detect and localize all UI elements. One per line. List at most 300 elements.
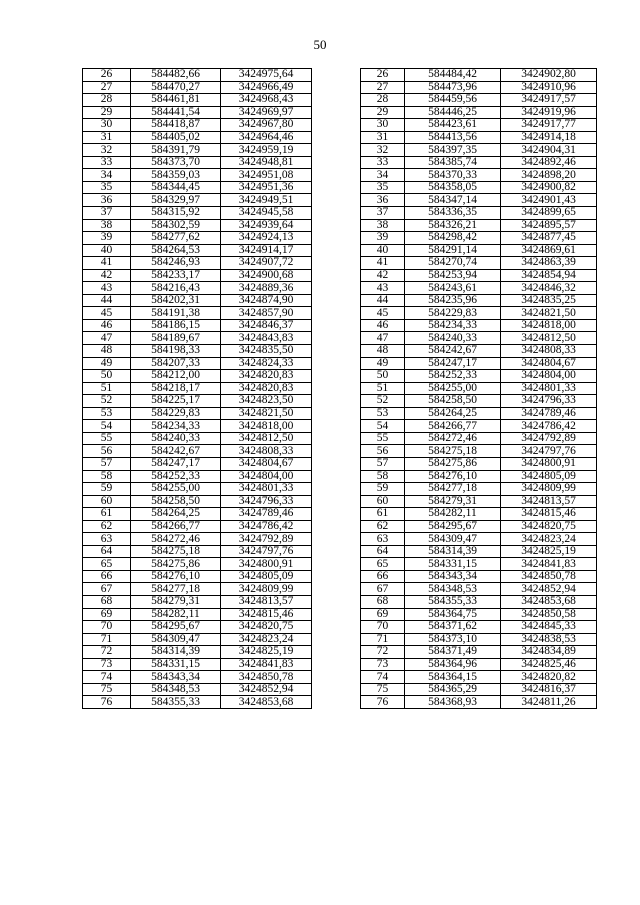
left-x-coordinate-cell: 584189,67 bbox=[131, 332, 221, 345]
left-y-coordinate-cell: 3424809,99 bbox=[221, 583, 312, 596]
left-point-number-cell: 64 bbox=[83, 545, 131, 558]
left-x-coordinate-cell: 584198,33 bbox=[131, 345, 221, 358]
left-point-number-cell: 53 bbox=[83, 407, 131, 420]
right-x-coordinate-cell: 584446,25 bbox=[405, 106, 501, 119]
table-row bbox=[83, 520, 597, 533]
left-y-coordinate-cell: 3424824,33 bbox=[221, 357, 312, 370]
right-point-number-cell: 68 bbox=[361, 595, 405, 608]
right-point-number-cell: 55 bbox=[361, 432, 405, 445]
table-row bbox=[83, 219, 597, 232]
right-y-coordinate-cell: 3424796,33 bbox=[501, 395, 597, 408]
left-x-coordinate-cell: 584240,33 bbox=[131, 432, 221, 445]
table-row bbox=[83, 583, 597, 596]
right-y-coordinate-cell: 3424818,00 bbox=[501, 319, 597, 332]
left-y-coordinate-cell: 3424792,89 bbox=[221, 533, 312, 546]
right-x-coordinate-cell: 584240,33 bbox=[405, 332, 501, 345]
right-y-coordinate-cell: 3424816,37 bbox=[501, 683, 597, 696]
right-point-number-cell: 28 bbox=[361, 94, 405, 107]
column-gap bbox=[312, 181, 361, 194]
right-point-number-cell: 57 bbox=[361, 457, 405, 470]
right-x-coordinate-cell: 584276,10 bbox=[405, 470, 501, 483]
right-x-coordinate-cell: 584282,11 bbox=[405, 508, 501, 521]
table-row bbox=[83, 495, 597, 508]
left-y-coordinate-cell: 3424964,46 bbox=[221, 131, 312, 144]
left-y-coordinate-cell: 3424841,83 bbox=[221, 658, 312, 671]
right-y-coordinate-cell: 3424834,89 bbox=[501, 646, 597, 659]
table-row bbox=[83, 207, 597, 220]
right-point-number-cell: 46 bbox=[361, 319, 405, 332]
right-y-coordinate-cell: 3424845,33 bbox=[501, 621, 597, 634]
left-point-number-cell: 75 bbox=[83, 683, 131, 696]
left-x-coordinate-cell: 584246,93 bbox=[131, 257, 221, 270]
column-gap bbox=[312, 633, 361, 646]
left-x-coordinate-cell: 584279,31 bbox=[131, 595, 221, 608]
left-point-number-cell: 55 bbox=[83, 432, 131, 445]
left-point-number-cell: 41 bbox=[83, 257, 131, 270]
right-y-coordinate-cell: 3424825,19 bbox=[501, 545, 597, 558]
right-x-coordinate-cell: 584235,96 bbox=[405, 294, 501, 307]
table-row bbox=[83, 269, 597, 282]
left-point-number-cell: 70 bbox=[83, 621, 131, 634]
left-x-coordinate-cell: 584295,67 bbox=[131, 621, 221, 634]
table-row bbox=[83, 181, 597, 194]
column-gap bbox=[312, 658, 361, 671]
right-x-coordinate-cell: 584275,86 bbox=[405, 457, 501, 470]
left-point-number-cell: 32 bbox=[83, 144, 131, 157]
table-row bbox=[83, 282, 597, 295]
left-point-number-cell: 47 bbox=[83, 332, 131, 345]
right-x-coordinate-cell: 584314,39 bbox=[405, 545, 501, 558]
column-gap bbox=[312, 445, 361, 458]
left-point-number-cell: 71 bbox=[83, 633, 131, 646]
column-gap bbox=[312, 169, 361, 182]
right-x-coordinate-cell: 584347,14 bbox=[405, 194, 501, 207]
table-row bbox=[83, 69, 597, 82]
left-point-number-cell: 44 bbox=[83, 294, 131, 307]
left-point-number-cell: 52 bbox=[83, 395, 131, 408]
left-point-number-cell: 38 bbox=[83, 219, 131, 232]
column-gap bbox=[312, 156, 361, 169]
column-gap bbox=[312, 495, 361, 508]
left-x-coordinate-cell: 584302,59 bbox=[131, 219, 221, 232]
right-y-coordinate-cell: 3424811,26 bbox=[501, 696, 597, 709]
column-gap bbox=[312, 370, 361, 383]
left-point-number-cell: 26 bbox=[83, 69, 131, 82]
column-gap bbox=[312, 144, 361, 157]
right-point-number-cell: 67 bbox=[361, 583, 405, 596]
right-y-coordinate-cell: 3424892,46 bbox=[501, 156, 597, 169]
left-x-coordinate-cell: 584207,33 bbox=[131, 357, 221, 370]
right-x-coordinate-cell: 584255,00 bbox=[405, 382, 501, 395]
table-row bbox=[83, 319, 597, 332]
right-x-coordinate-cell: 584264,25 bbox=[405, 407, 501, 420]
left-point-number-cell: 51 bbox=[83, 382, 131, 395]
right-point-number-cell: 72 bbox=[361, 646, 405, 659]
left-point-number-cell: 69 bbox=[83, 608, 131, 621]
right-y-coordinate-cell: 3424854,94 bbox=[501, 269, 597, 282]
table-row bbox=[83, 357, 597, 370]
left-y-coordinate-cell: 3424797,76 bbox=[221, 545, 312, 558]
left-point-number-cell: 31 bbox=[83, 131, 131, 144]
left-x-coordinate-cell: 584212,00 bbox=[131, 370, 221, 383]
table-row bbox=[83, 244, 597, 257]
column-gap bbox=[312, 382, 361, 395]
left-point-number-cell: 30 bbox=[83, 119, 131, 132]
left-y-coordinate-cell: 3424907,72 bbox=[221, 257, 312, 270]
left-y-coordinate-cell: 3424853,68 bbox=[221, 696, 312, 709]
left-point-number-cell: 45 bbox=[83, 307, 131, 320]
right-point-number-cell: 59 bbox=[361, 483, 405, 496]
left-y-coordinate-cell: 3424812,50 bbox=[221, 432, 312, 445]
right-y-coordinate-cell: 3424917,77 bbox=[501, 119, 597, 132]
table-row bbox=[83, 131, 597, 144]
left-x-coordinate-cell: 584277,18 bbox=[131, 583, 221, 596]
right-point-number-cell: 48 bbox=[361, 345, 405, 358]
right-y-coordinate-cell: 3424900,82 bbox=[501, 181, 597, 194]
left-x-coordinate-cell: 584331,15 bbox=[131, 658, 221, 671]
left-y-coordinate-cell: 3424948,81 bbox=[221, 156, 312, 169]
left-y-coordinate-cell: 3424874,90 bbox=[221, 294, 312, 307]
left-x-coordinate-cell: 584252,33 bbox=[131, 470, 221, 483]
right-y-coordinate-cell: 3424820,75 bbox=[501, 520, 597, 533]
column-gap bbox=[312, 683, 361, 696]
right-y-coordinate-cell: 3424820,82 bbox=[501, 671, 597, 684]
right-y-coordinate-cell: 3424904,31 bbox=[501, 144, 597, 157]
left-x-coordinate-cell: 584275,18 bbox=[131, 545, 221, 558]
column-gap bbox=[312, 307, 361, 320]
right-x-coordinate-cell: 584266,77 bbox=[405, 420, 501, 433]
right-point-number-cell: 53 bbox=[361, 407, 405, 420]
right-point-number-cell: 70 bbox=[361, 621, 405, 634]
column-gap bbox=[312, 282, 361, 295]
column-gap bbox=[312, 294, 361, 307]
left-x-coordinate-cell: 584234,33 bbox=[131, 420, 221, 433]
left-x-coordinate-cell: 584229,83 bbox=[131, 407, 221, 420]
right-point-number-cell: 26 bbox=[361, 69, 405, 82]
left-x-coordinate-cell: 584470,27 bbox=[131, 81, 221, 94]
table-row bbox=[83, 144, 597, 157]
table-row bbox=[83, 370, 597, 383]
left-point-number-cell: 63 bbox=[83, 533, 131, 546]
right-y-coordinate-cell: 3424863,39 bbox=[501, 257, 597, 270]
right-point-number-cell: 29 bbox=[361, 106, 405, 119]
column-gap bbox=[312, 69, 361, 82]
left-y-coordinate-cell: 3424796,33 bbox=[221, 495, 312, 508]
left-y-coordinate-cell: 3424815,46 bbox=[221, 608, 312, 621]
table-row bbox=[83, 658, 597, 671]
left-point-number-cell: 34 bbox=[83, 169, 131, 182]
left-y-coordinate-cell: 3424924,13 bbox=[221, 232, 312, 245]
left-point-number-cell: 39 bbox=[83, 232, 131, 245]
table-row bbox=[83, 81, 597, 94]
left-y-coordinate-cell: 3424818,00 bbox=[221, 420, 312, 433]
right-point-number-cell: 66 bbox=[361, 570, 405, 583]
table-row bbox=[83, 382, 597, 395]
left-point-number-cell: 40 bbox=[83, 244, 131, 257]
left-x-coordinate-cell: 584405,02 bbox=[131, 131, 221, 144]
right-y-coordinate-cell: 3424797,76 bbox=[501, 445, 597, 458]
right-point-number-cell: 62 bbox=[361, 520, 405, 533]
table-row bbox=[83, 445, 597, 458]
right-point-number-cell: 74 bbox=[361, 671, 405, 684]
table-row bbox=[83, 671, 597, 684]
right-x-coordinate-cell: 584348,53 bbox=[405, 583, 501, 596]
right-x-coordinate-cell: 584242,67 bbox=[405, 345, 501, 358]
right-point-number-cell: 33 bbox=[361, 156, 405, 169]
table-row bbox=[83, 332, 597, 345]
column-gap bbox=[312, 420, 361, 433]
left-x-coordinate-cell: 584418,87 bbox=[131, 119, 221, 132]
left-point-number-cell: 74 bbox=[83, 671, 131, 684]
left-point-number-cell: 49 bbox=[83, 357, 131, 370]
left-y-coordinate-cell: 3424975,64 bbox=[221, 69, 312, 82]
table-row bbox=[83, 545, 597, 558]
left-x-coordinate-cell: 584218,17 bbox=[131, 382, 221, 395]
right-point-number-cell: 64 bbox=[361, 545, 405, 558]
table-row bbox=[83, 156, 597, 169]
right-y-coordinate-cell: 3424792,89 bbox=[501, 432, 597, 445]
column-gap bbox=[312, 570, 361, 583]
table-row bbox=[83, 683, 597, 696]
left-y-coordinate-cell: 3424813,57 bbox=[221, 595, 312, 608]
left-x-coordinate-cell: 584255,00 bbox=[131, 483, 221, 496]
right-y-coordinate-cell: 3424786,42 bbox=[501, 420, 597, 433]
left-y-coordinate-cell: 3424852,94 bbox=[221, 683, 312, 696]
right-y-coordinate-cell: 3424914,18 bbox=[501, 131, 597, 144]
table-row bbox=[83, 432, 597, 445]
left-point-number-cell: 43 bbox=[83, 282, 131, 295]
table-row bbox=[83, 395, 597, 408]
left-y-coordinate-cell: 3424951,36 bbox=[221, 181, 312, 194]
left-x-coordinate-cell: 584277,62 bbox=[131, 232, 221, 245]
right-point-number-cell: 35 bbox=[361, 181, 405, 194]
table-row bbox=[83, 696, 597, 709]
right-x-coordinate-cell: 584371,49 bbox=[405, 646, 501, 659]
column-gap bbox=[312, 483, 361, 496]
right-point-number-cell: 37 bbox=[361, 207, 405, 220]
table-row bbox=[83, 119, 597, 132]
column-gap bbox=[312, 407, 361, 420]
column-gap bbox=[312, 595, 361, 608]
right-point-number-cell: 32 bbox=[361, 144, 405, 157]
right-x-coordinate-cell: 584371,62 bbox=[405, 621, 501, 634]
right-y-coordinate-cell: 3424812,50 bbox=[501, 332, 597, 345]
right-point-number-cell: 34 bbox=[361, 169, 405, 182]
column-gap bbox=[312, 194, 361, 207]
right-x-coordinate-cell: 584473,96 bbox=[405, 81, 501, 94]
right-point-number-cell: 73 bbox=[361, 658, 405, 671]
left-y-coordinate-cell: 3424786,42 bbox=[221, 520, 312, 533]
right-point-number-cell: 51 bbox=[361, 382, 405, 395]
right-y-coordinate-cell: 3424821,50 bbox=[501, 307, 597, 320]
right-point-number-cell: 40 bbox=[361, 244, 405, 257]
coordinates-table bbox=[82, 68, 597, 709]
left-point-number-cell: 54 bbox=[83, 420, 131, 433]
right-y-coordinate-cell: 3424804,00 bbox=[501, 370, 597, 383]
left-point-number-cell: 33 bbox=[83, 156, 131, 169]
right-x-coordinate-cell: 584459,56 bbox=[405, 94, 501, 107]
table-row bbox=[83, 94, 597, 107]
left-y-coordinate-cell: 3424939,64 bbox=[221, 219, 312, 232]
left-y-coordinate-cell: 3424821,50 bbox=[221, 407, 312, 420]
right-x-coordinate-cell: 584298,42 bbox=[405, 232, 501, 245]
left-x-coordinate-cell: 584373,70 bbox=[131, 156, 221, 169]
column-gap bbox=[312, 106, 361, 119]
left-y-coordinate-cell: 3424804,00 bbox=[221, 470, 312, 483]
column-gap bbox=[312, 520, 361, 533]
table-row bbox=[83, 633, 597, 646]
left-y-coordinate-cell: 3424900,68 bbox=[221, 269, 312, 282]
table-row bbox=[83, 420, 597, 433]
column-gap bbox=[312, 319, 361, 332]
column-gap bbox=[312, 232, 361, 245]
right-point-number-cell: 61 bbox=[361, 508, 405, 521]
right-point-number-cell: 52 bbox=[361, 395, 405, 408]
left-x-coordinate-cell: 584264,25 bbox=[131, 508, 221, 521]
table-row bbox=[83, 257, 597, 270]
right-x-coordinate-cell: 584229,83 bbox=[405, 307, 501, 320]
right-x-coordinate-cell: 584370,33 bbox=[405, 169, 501, 182]
table-row bbox=[83, 232, 597, 245]
left-x-coordinate-cell: 584461,81 bbox=[131, 94, 221, 107]
left-point-number-cell: 46 bbox=[83, 319, 131, 332]
left-x-coordinate-cell: 584329,97 bbox=[131, 194, 221, 207]
right-x-coordinate-cell: 584413,56 bbox=[405, 131, 501, 144]
column-gap bbox=[312, 94, 361, 107]
left-x-coordinate-cell: 584186,15 bbox=[131, 319, 221, 332]
right-y-coordinate-cell: 3424800,91 bbox=[501, 457, 597, 470]
right-point-number-cell: 27 bbox=[361, 81, 405, 94]
column-gap bbox=[312, 621, 361, 634]
left-point-number-cell: 59 bbox=[83, 483, 131, 496]
table-row bbox=[83, 508, 597, 521]
right-y-coordinate-cell: 3424901,43 bbox=[501, 194, 597, 207]
column-gap bbox=[312, 395, 361, 408]
column-gap bbox=[312, 432, 361, 445]
left-x-coordinate-cell: 584276,10 bbox=[131, 570, 221, 583]
left-x-coordinate-cell: 584344,45 bbox=[131, 181, 221, 194]
right-x-coordinate-cell: 584270,74 bbox=[405, 257, 501, 270]
column-gap bbox=[312, 269, 361, 282]
right-x-coordinate-cell: 584484,42 bbox=[405, 69, 501, 82]
page-number: 50 bbox=[313, 37, 327, 52]
left-x-coordinate-cell: 584258,50 bbox=[131, 495, 221, 508]
right-y-coordinate-cell: 3424841,83 bbox=[501, 558, 597, 571]
right-x-coordinate-cell: 584291,14 bbox=[405, 244, 501, 257]
right-x-coordinate-cell: 584275,18 bbox=[405, 445, 501, 458]
left-point-number-cell: 48 bbox=[83, 345, 131, 358]
left-x-coordinate-cell: 584225,17 bbox=[131, 395, 221, 408]
left-y-coordinate-cell: 3424969,97 bbox=[221, 106, 312, 119]
left-y-coordinate-cell: 3424820,75 bbox=[221, 621, 312, 634]
left-y-coordinate-cell: 3424850,78 bbox=[221, 671, 312, 684]
table-row bbox=[83, 608, 597, 621]
column-gap bbox=[312, 257, 361, 270]
column-gap bbox=[312, 608, 361, 621]
left-y-coordinate-cell: 3424951,08 bbox=[221, 169, 312, 182]
left-x-coordinate-cell: 584482,66 bbox=[131, 69, 221, 82]
right-y-coordinate-cell: 3424898,20 bbox=[501, 169, 597, 182]
left-point-number-cell: 76 bbox=[83, 696, 131, 709]
table-row bbox=[83, 533, 597, 546]
left-y-coordinate-cell: 3424949,51 bbox=[221, 194, 312, 207]
left-x-coordinate-cell: 584216,43 bbox=[131, 282, 221, 295]
right-y-coordinate-cell: 3424808,33 bbox=[501, 345, 597, 358]
left-x-coordinate-cell: 584309,47 bbox=[131, 633, 221, 646]
column-gap bbox=[312, 131, 361, 144]
left-x-coordinate-cell: 584191,38 bbox=[131, 307, 221, 320]
left-point-number-cell: 56 bbox=[83, 445, 131, 458]
right-x-coordinate-cell: 584234,33 bbox=[405, 319, 501, 332]
left-point-number-cell: 42 bbox=[83, 269, 131, 282]
right-y-coordinate-cell: 3424838,53 bbox=[501, 633, 597, 646]
left-y-coordinate-cell: 3424825,19 bbox=[221, 646, 312, 659]
right-point-number-cell: 71 bbox=[361, 633, 405, 646]
right-x-coordinate-cell: 584355,33 bbox=[405, 595, 501, 608]
right-point-number-cell: 56 bbox=[361, 445, 405, 458]
right-point-number-cell: 60 bbox=[361, 495, 405, 508]
right-y-coordinate-cell: 3424789,46 bbox=[501, 407, 597, 420]
left-x-coordinate-cell: 584355,33 bbox=[131, 696, 221, 709]
table-row bbox=[83, 470, 597, 483]
right-y-coordinate-cell: 3424804,67 bbox=[501, 357, 597, 370]
right-y-coordinate-cell: 3424813,57 bbox=[501, 495, 597, 508]
column-gap bbox=[312, 345, 361, 358]
column-gap bbox=[312, 671, 361, 684]
right-x-coordinate-cell: 584272,46 bbox=[405, 432, 501, 445]
right-point-number-cell: 36 bbox=[361, 194, 405, 207]
right-y-coordinate-cell: 3424809,99 bbox=[501, 483, 597, 496]
right-y-coordinate-cell: 3424801,33 bbox=[501, 382, 597, 395]
right-y-coordinate-cell: 3424910,96 bbox=[501, 81, 597, 94]
right-point-number-cell: 69 bbox=[361, 608, 405, 621]
right-y-coordinate-cell: 3424899,65 bbox=[501, 207, 597, 220]
right-x-coordinate-cell: 584343,34 bbox=[405, 570, 501, 583]
left-point-number-cell: 36 bbox=[83, 194, 131, 207]
left-x-coordinate-cell: 584202,31 bbox=[131, 294, 221, 307]
left-x-coordinate-cell: 584233,17 bbox=[131, 269, 221, 282]
column-gap bbox=[312, 646, 361, 659]
right-point-number-cell: 39 bbox=[361, 232, 405, 245]
left-x-coordinate-cell: 584264,53 bbox=[131, 244, 221, 257]
column-gap bbox=[312, 583, 361, 596]
left-y-coordinate-cell: 3424959,19 bbox=[221, 144, 312, 157]
left-x-coordinate-cell: 584343,34 bbox=[131, 671, 221, 684]
right-x-coordinate-cell: 584331,15 bbox=[405, 558, 501, 571]
column-gap bbox=[312, 119, 361, 132]
column-gap bbox=[312, 244, 361, 257]
left-y-coordinate-cell: 3424805,09 bbox=[221, 570, 312, 583]
right-y-coordinate-cell: 3424825,46 bbox=[501, 658, 597, 671]
left-x-coordinate-cell: 584391,79 bbox=[131, 144, 221, 157]
table-row bbox=[83, 294, 597, 307]
right-point-number-cell: 45 bbox=[361, 307, 405, 320]
table-row bbox=[83, 558, 597, 571]
table-row bbox=[83, 621, 597, 634]
left-y-coordinate-cell: 3424808,33 bbox=[221, 445, 312, 458]
table-row bbox=[83, 407, 597, 420]
right-x-coordinate-cell: 584397,35 bbox=[405, 144, 501, 157]
left-y-coordinate-cell: 3424945,58 bbox=[221, 207, 312, 220]
right-y-coordinate-cell: 3424917,57 bbox=[501, 94, 597, 107]
left-y-coordinate-cell: 3424800,91 bbox=[221, 558, 312, 571]
left-point-number-cell: 57 bbox=[83, 457, 131, 470]
right-point-number-cell: 38 bbox=[361, 219, 405, 232]
right-x-coordinate-cell: 584247,17 bbox=[405, 357, 501, 370]
right-y-coordinate-cell: 3424877,45 bbox=[501, 232, 597, 245]
column-gap bbox=[312, 457, 361, 470]
right-x-coordinate-cell: 584358,05 bbox=[405, 181, 501, 194]
